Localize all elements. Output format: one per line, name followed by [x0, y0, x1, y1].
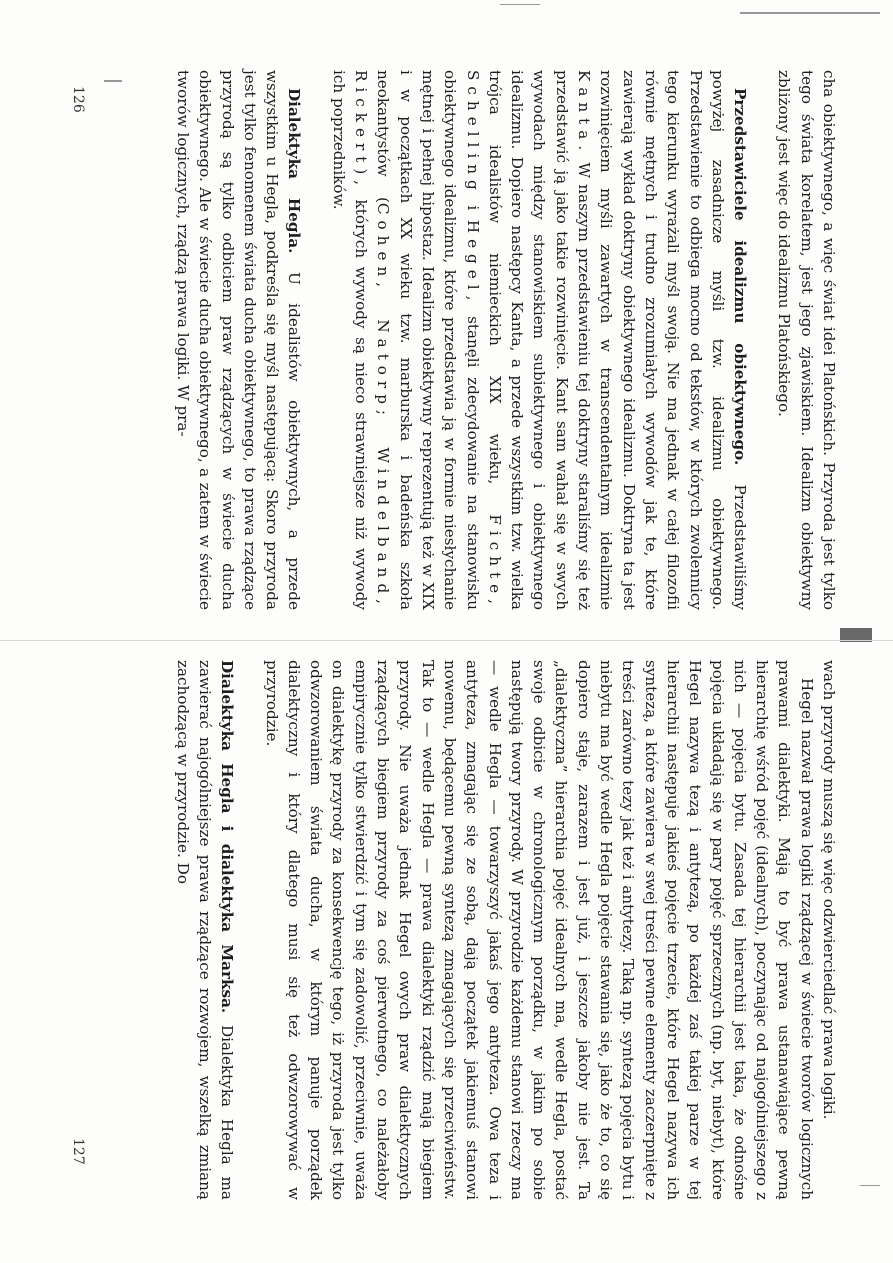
section-heading: Dialektyka Hegla i dialektyka Marksa.: [218, 660, 237, 1014]
page-126: [120, 70, 840, 630]
page-number-127: 127: [70, 1138, 86, 1165]
text-run: Cohen, Natorp; Windelband, Rickert),: [352, 70, 393, 610]
scan-artifact-mark: [500, 4, 540, 5]
text-run: poczynając od najogólniejszego z nich — pojęcia bytu. Zasada tej hierarchii jest taka, że odnośne pojęcia układają się w pary pojęć sprzecznych (np. byt, niebyt), które Hegel nazywa tezą i antytezą, po każdej zaś takiej parze w tej hierarchii następuje jakieś pojęcie trzecie, które Hegel nazywa ich syntezą, a które zawiera w swej treści pewne elementy zaczerpnięte z treści zarówno tezy jak też i antytezy. Taką np. syntezą pojęcia bytu i niebytu ma być wedle Hegla pojęcie stawania się, jako że to, co się dopiero staje, zarazem i jest już, i jeszcze jakoby nie jest. Ta „dialektyczna” hierarchia pojęć idealnych ma, wedle Hegla, postać swoje odbicie w chronologicznym porządku, w jakim po sobie następują twory przyrody. W przyrodzie każdemu stanowi rzeczy ma — wedle Hegla — towarzyszyć jakaś jego antyteza. Owa teza i antyteza, zmagając się ze sobą, dają początek jakiemuś stanowi nowemu, będącemu pewną syntezą zmagających się przeciwieństw. Tak to — wedle Hegla — prawa dialektyki rządzić mają biegiem przyrody. Nie uważa jednak Hegel owych praw dialektycznych rządzących biegiem przyrody za coś pierwotnego, co należałoby empirycznie tylko stwierdzić i tym się zadowolić, przeciwnie, uważa on dialektykę przyrody za konsekwencję tego, iż przyroda jest tylko odwzorowaniem świata ducha, w którym panuje porządek dialektyczny i który dlatego musi się też odwzorowywać w przyrodzie.: [262, 660, 772, 1200]
text-run: ustanawiające pewną hierarchię wśród pojęć (idealnych),: [753, 660, 794, 1200]
page-127: [120, 660, 840, 1220]
page-fold-line: [0, 640, 893, 641]
scan-artifact-mark: [860, 1185, 880, 1186]
section-heading: Dialektyka Hegla.: [285, 88, 304, 254]
text-run: Hegel nazwał prawa logiki rządzącej w świecie tworów logicznych prawami dialektyki. Mają to być prawa: [775, 660, 816, 1200]
page-127-text: [171, 660, 840, 1200]
text-run: wach przyrody muszą się więc odzwierciedlać prawa logiki.: [820, 660, 838, 1120]
text-run: cha obiektywnego, a więc świat idei Platońskich. Przyroda jest tylko tego świata korelatem, jest jego zjawiskiem. Idealizm obiektywny zbliżony jest więc do idealizmu Platońskiego.: [775, 70, 838, 610]
paragraph: [818, 660, 840, 1200]
paragraph: [327, 70, 751, 610]
text-run: Kanta.: [575, 70, 594, 157]
page-number-126: 126: [70, 86, 86, 113]
text-run: W naszym przedstawieniu tej doktryny staraliśmy się też przedstawić ją jako takie rozwinięcie. Kant sam wahał się w swych wywodach między stanowiskiem subiektywnego i obiektywnego idealizmu. Dopiero następcy Kanta, a przede wszystkim tzw. wielka trójca idealistów niemieckich XIX wieku,: [485, 70, 594, 610]
paragraph: [773, 70, 840, 610]
text-run: Przedstawiliśmy powyżej zasadnicze myśli tzw. idealizmu obiektywnego. Przedstawienie to odbiega mocno od tekstów, w których zwolennicy tego kierunku wyrażali myśl swoją. Nie ma jednak w całej filozofii równie mętnych i trudno zrozumiałych wywodów jak te, które zawierają wykład doktryny obiektywnego idealizmu. Doktryna ta jest rozwinięciem myśli zawartych w transcendentalnym idealizmie: [597, 70, 750, 610]
section-heading: Przedstawiciele idealizmu obiektywnego.: [731, 88, 750, 466]
text-run: U idealistów obiektywnych, a przede wszystkim u Hegla, podkreśla się myśl następującą: Skoro przyroda jest tylko fenomenem świata ducha obiektywnego, to prawa rządzące przyrodą są tylko odbiciem praw rządzących w świecie ducha obiektywnego. Ale w świecie ducha obiektywnego, a zatem w świecie tworów logicznych, rządzą prawa logiki. W pra-: [173, 70, 304, 611]
text-run: Dialektyka Hegla ma zawierać najogólniejsze prawa rządzące rozwojem, wszelką zmianą zachodzącą w przyrodzie. Do: [173, 660, 237, 1200]
page-126-text: [172, 70, 840, 610]
text-run: Hegel,: [463, 219, 482, 307]
text-run: Fichte, Schelling: [463, 70, 504, 610]
paragraph: [172, 70, 306, 610]
paragraph: [260, 660, 817, 1200]
text-run: i: [463, 195, 482, 220]
text-run: których wywody są nieco strawniejsze niż wywody ich poprzedników.: [329, 70, 371, 610]
text-run: stanęli zdecydowanie na stanowisku obiektywnego idealizmu, które przedstawia ją w formie niesłychanie mętnej i pełnej hipostaz. Idealizm obiektywny reprezentują też w XIX i w początkach XX wieku tzw. marburska i badeńska szkoła neokantystów (: [374, 70, 482, 610]
paragraph: [171, 660, 238, 1200]
scan-artifact-mark: [740, 12, 880, 14]
